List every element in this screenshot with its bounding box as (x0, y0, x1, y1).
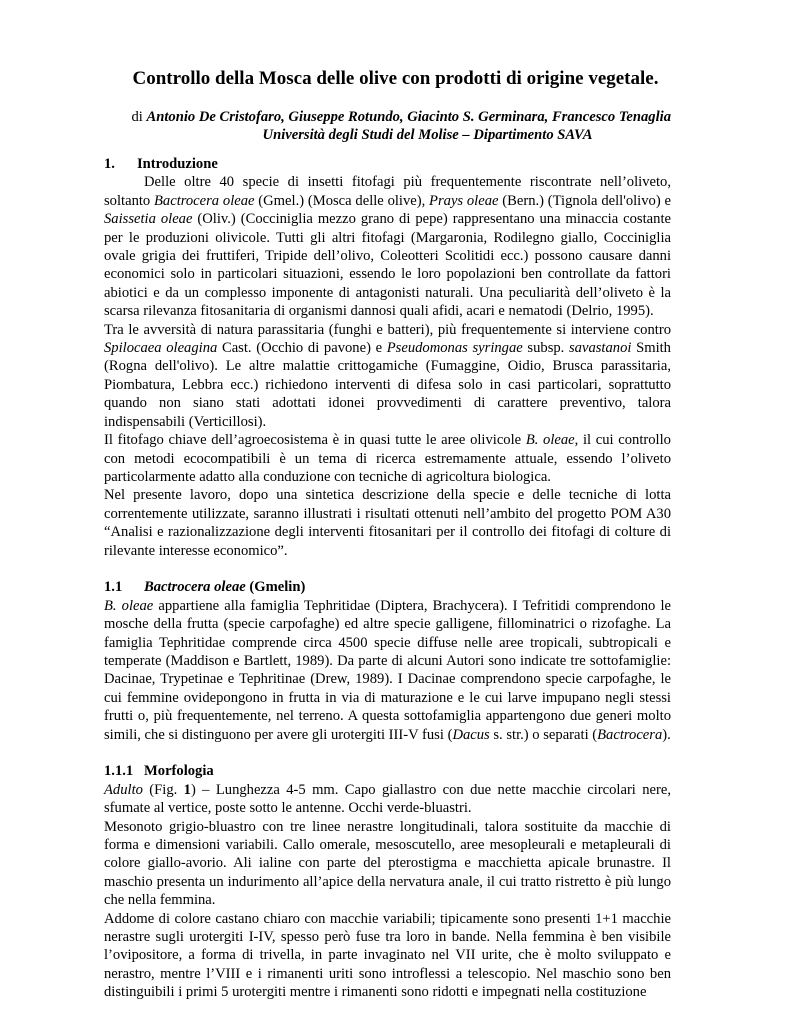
section-number: 1.1 (104, 579, 123, 596)
byline-prefix: di (131, 109, 143, 125)
species-name: Saissetia oleae (104, 211, 193, 228)
section-title: Morfologia (144, 763, 214, 780)
text-run: appartiene alla famiglia Tephritidae (Diptera, Brachycera). I Tefritidi comprendono le mosche della frutta (specie carpofaghe) ed altre specie galligene, fillominatrici o rizofaghe. La famiglia Tephritidae comprende circa 4500 specie diffuse nelle aree tropicali, subtropicali e temperate (Maddison e Bartlett, 1989). Da parte di alcuni Autori sono indicate tre sottofamiglie: Dacinae, Trypetinae e Tephritinae (Drew, 1989). I Dacinae comprendono specie carpofaghe, le cui femmine ovidepongono in frutta in via di maturazione e le cui larve impupano negli stessi frutti o, più frequentemente, nel terreno. A questa sottofamiglia appartengono due generi molto simili, che si distinguono per avere gli urotergiti III-V fusi ( (104, 597, 671, 743)
paragraph (104, 173, 671, 320)
paragraph: Mesonoto grigio-bluastro con tre linee nerastre longitudinali, talora sostituite da macchie di forma e dimensioni variabili. Callo omerale, mesoscutello, aree mesopleurali e metapleurali di colore giallo-avorio. Ali ialine con parte del pterostigma e macchietta apicale brunastre. Il maschio presenta un indurimento all’apice della nervatura anale, il cui tratto ristretto è più lungo che nella femmina. (104, 818, 671, 909)
section-heading-introduzione (104, 155, 671, 173)
text-run: (Bern.) (Tignola dell'olivo) e (498, 192, 671, 209)
text-run: Delle oltre 40 specie di insetti fitofagi più frequentemente riscontrate nell’oliveto, soltanto (104, 174, 671, 209)
species-name: savastanoi (569, 340, 632, 357)
paragraph (104, 597, 671, 744)
affiliation-line (104, 126, 671, 144)
document-title: Controllo della Mosca delle olive con prodotti di origine vegetale. (132, 68, 659, 89)
text-run: Tra le avversità di natura parassitaria (funghi e batteri), più frequentemente si interviene contro (104, 321, 671, 338)
spacer (104, 744, 671, 762)
authors-line (104, 108, 671, 126)
genus-name: Dacus (452, 726, 490, 743)
species-name: B. oleae (104, 597, 154, 614)
text-run: Smith (Rogna dell'olivo). Le altre malattie crittogamiche (Fumaggine, Oidio, Brusca parassitaria, Piombatura, Lebbra ecc.) richiedono interventi di difesa solo in casi particolari, soprattutto quando non siano stati adottati idonei provvedimenti di carattere preventivo, talora indispensabili (Verticillosi). (104, 340, 671, 430)
document-body (104, 155, 671, 1002)
species-name: B. oleae (525, 432, 575, 449)
byline (104, 108, 671, 144)
section-number: 1.1.1 (104, 763, 134, 780)
text-run: , il cui controllo con metodi ecocompatibili è un tema di ricerca estremamente attuale, essendo l’oliveto particolarmente adatto alla conduzione con tecniche di agricoltura biologica. (104, 432, 671, 485)
affiliation: Università degli Studi del Molise – Dipartimento SAVA (262, 127, 593, 143)
section-heading-bactrocera (104, 578, 671, 596)
term: Adulto (104, 781, 143, 798)
section-title-rest: (Gmelin) (245, 579, 306, 596)
text-run: s. str.) o separati ( (489, 726, 598, 743)
text-run: (Gmel.) (Mosca delle olive), (254, 192, 430, 209)
paragraph (104, 781, 671, 818)
text-run: Cast. (Occhio di pavone) e (217, 340, 387, 357)
paragraph (104, 431, 671, 486)
text-run: ) – Lunghezza 4-5 mm. Capo giallastro con due nette macchie circolari nere, sfumate al vertice, poste sotto le antenne. Occhi verde-bluastri. (104, 781, 671, 817)
species-name: Pseudomonas syringae (386, 340, 523, 357)
section-title-species: Bactrocera oleae (144, 579, 246, 596)
paragraph (104, 321, 671, 431)
figure-ref: 1 (183, 781, 191, 798)
text-run: Il fitofago chiave dell’agroecosistema è in quasi tutte le aree olivicole (104, 432, 526, 449)
text-run: subsp. (522, 340, 569, 357)
species-name: Prays oleae (429, 192, 499, 209)
section-title: Introduzione (137, 156, 218, 172)
genus-name: Bactrocera (597, 726, 663, 743)
spacer (104, 560, 671, 578)
paragraph: Addome di colore castano chiaro con macchie variabili; tipicamente sono presenti 1+1 macchie nerastre sugli urotergiti I-IV, spesso però fuse tra loro in bande. Nella femmina è ben visibile l’ovipositore, a forma di trivella, in parte invaginato nel VII urite, che è molto sviluppato e nerastro, mentre l’VIII e i rimanenti uriti sono introflessi a telescopio. Nel maschio sono ben distinguibili i primi 5 urotergiti mentre i rimanenti sono ridotti e impegnati nella costituzione (104, 910, 671, 1001)
authors: Antonio De Cristofaro, Giuseppe Rotundo, Giacinto S. Germinara, Francesco Tenaglia (146, 109, 671, 125)
section-number: 1. (104, 156, 115, 172)
text-run: (Oliv.) (Cocciniglia mezzo grano di pepe) rappresentano una minaccia costante per le produzioni olivicole. Tutti gli altri fitofagi (Margaronia, Rodilegno giallo, Cocciniglia ovale grigia dei fruttiferi, Tripide dell’olivo, Coleotteri Scolitidi ecc.) possono causare danni economici solo in particolari situazioni, essendo le loro popolazioni ben controllate da fattori abiotici e da un complesso imponente di antagonisti naturali. Una peculiarità dell’oliveto è la scarsa rilevanza fitosanitaria di organismi dannosi quali afidi, acari e nematodi (Delrio, 1995). (104, 211, 671, 320)
species-name: Bactrocera oleae (154, 192, 255, 209)
section-heading-morfologia (104, 762, 671, 780)
text-run: (Fig. (142, 781, 184, 798)
species-name: Spilocaea oleagina (104, 340, 218, 357)
paragraph: Nel presente lavoro, dopo una sintetica descrizione della specie e delle tecniche di lotta correntemente utilizzate, saranno illustrati i risultati ottenuti nell’ambito del progetto POM A30 “Analisi e razionalizzazione degli interventi fitosanitari per il controllo dei fitofagi di colture di rilevante interesse economico”. (104, 487, 671, 559)
text-run: ). (662, 726, 671, 743)
